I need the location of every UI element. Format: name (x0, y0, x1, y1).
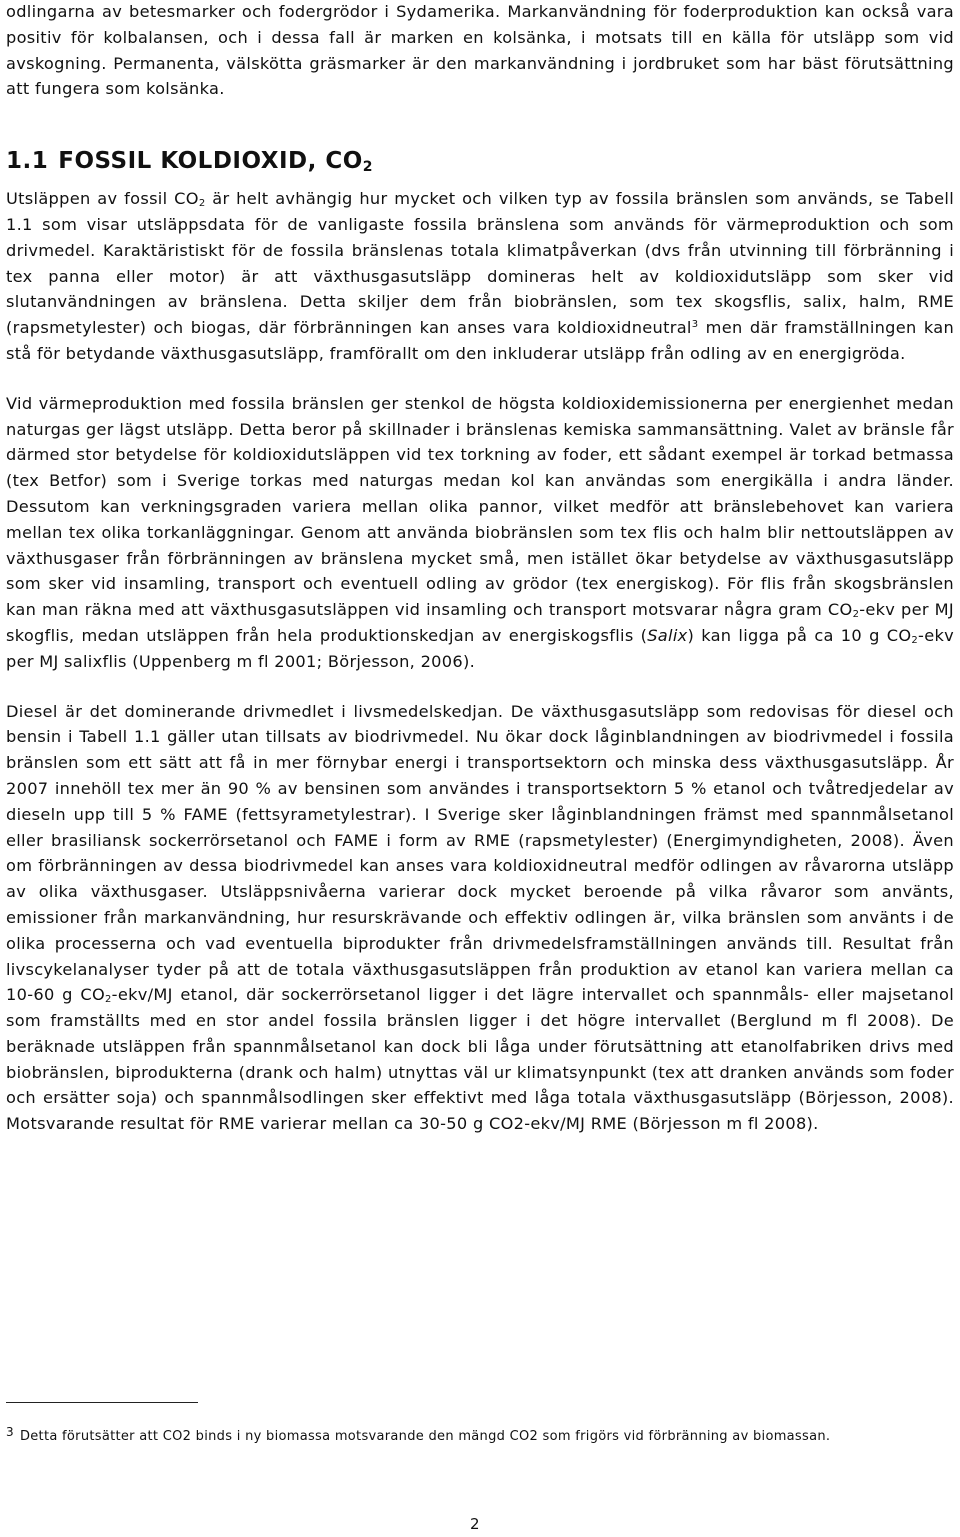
text-run: är helt avhängig hur mycket och vilken typ av fossila bränslen som används, se Tabell 1.1 som visar utsläppsdata för de vanligaste fossila bränslena som används för värmeproduktion och som drivmedel. Karaktäristiskt för de fossila bränslenas totala klimatpåverkan (dvs från utvinning till förbränning i tex panna eller motor) är att växthusgasutsläpp domineras helt av koldioxidutsläpp som sker vid slutanvändningen av bränslena. Detta skiljer dem från biobränslen, som tex skogsflis, salix, halm, RME (rapsmetylester) och biogas, där förbränningen kan anses vara koldioxidneutral (6, 189, 954, 338)
text-run: ) kan ligga på ca 10 g CO (687, 625, 912, 645)
subscript: 2 (105, 994, 112, 1006)
subscript: 2 (852, 609, 860, 621)
section-number: 1.1 (6, 148, 49, 175)
document-page (6, 0, 954, 1137)
subscript: 2 (911, 634, 919, 646)
paragraph-heat-production (6, 391, 954, 675)
section-title-subscript: 2 (362, 159, 374, 176)
text-run: -ekv per MJ salixflis (Uppenberg m fl 2001; Börjesson, 2006). (6, 625, 955, 671)
section-heading (6, 146, 954, 182)
text-run: -ekv/MJ etanol, där sockerrörsetanol ligger i det lägre intervallet och spannmåls- eller majsetanol som framställts med en stor andel fossila bränslen ligger i det högre intervallet (Berglund m fl 2008). De beräknade utsläppen från spannmålsetanol kan dock bli låga under förutsättning att etanolfabriken drivs med biobränslen, biprodukterna (drank och halm) utnyttas väl ur klimatsynpunkt (tex att dranken används som foder och ersätter soja) och spannmålsodlingen sker effektivt med låga totala växthusgasutsläpp (Börjesson, 2008). Motsvarande resultat för RME varierar mellan ca 30-50 g CO2-ekv/MJ RME (Börjesson m fl 2008). (6, 985, 954, 1134)
text-run: Vid värmeproduktion med fossila bränslen ger stenkol de högsta koldioxidemissionerna per energienhet medan naturgas ger lägst utsläpp. Detta beror på skillnader i bränslenas kemiska sammansättning. Valet av bränsle får därmed stor betydelse för koldioxidutsläppen vid tex torkning av foder, ett sådant exempel är torkad betmassa (tex Betfor) som i Sverige torkas med naturgas medan kol kan användas som energikälla i andra länder. Dessutom kan verkningsgraden variera mellan olika pannor, vilket medför att bränslebehovet kan variera mellan tex olika torkanläggningar. Genom att använda biobränslen som tex flis och halm blir nettoutsläppen av växthusgaser från förbränningen av bränslena mycket små, men istället ökar betydelse av växthusgasutsläpp som sker vid insamling, transport och eventuell odling av grödor (tex energiskog). För flis från skogsbränslen kan man räkna med att växthusgasutsläppen vid insamling och transport motsvarar några gram CO (6, 393, 954, 620)
footnote-divider (6, 1402, 198, 1403)
paragraph-fossil-co2 (6, 186, 954, 367)
text-run: -ekv per MJ skogflis, medan utsläppen från hela produktionskedjan av energiskogsflis ( (6, 600, 954, 645)
text-run: Diesel är det dominerande drivmedlet i livsmedelskedjan. De växthusgasutsläpp som redovisas för diesel och bensin i Tabell 1.1 gäller utan tillsats av biodrivmedel. Nu ökar dock låginblandningen av biodrivmedel i fossila bränslen som ett sätt att få in mer förnybar energi i transportsektorn och minska dess växthusgasutsläpp. År 2007 innehöll tex mer än 90 % av bensinen som användes i transportsektorn 5 % etanol och tvåtredjedelar av dieseln upp till 5 % FAME (fettsyrametylestrar). I Sverige sker låginblandningen främst med spannmålsetanol eller brasiliansk sockerrörsetanol och FAME i form av RME (rapsmetylester) (Energimyndigheten, 2008). Även om förbränningen av dessa biodrivmedel kan anses vara koldioxidneutral medför odlingen av råvarorna utsläpp av olika växthusgaser. Utsläppsnivåerna varierar dock mycket beroende på vilka råvaror som använts, emissioner från markanvändning, hur resurskrävande och effektiv odlingen är, vilka bränslen som använts i de olika processerna och vad eventuella biprodukter från drivmedelsframställningen används till. Resultat från livscykelanalyser tyder på att de totala växthusgasutsläppen från produktion av etanol kan variera mellan ca 10-60 g CO (6, 701, 954, 1005)
intro-paragraph: odlingarna av betesmarker och fodergrödor i Sydamerika. Markanvändning för foderproduktion kan också vara positiv för kolbalansen, och i dessa fall är marken en kolsänka, i motsats till en källa för utsläpp som vid avskogning. Permanenta, välskötta gräsmarker är den markanvändning i jordbruket som har bäst förutsättning att fungera som kolsänka. (6, 2, 954, 99)
subscript: 2 (198, 198, 206, 210)
text-run: Utsläppen av fossil CO (6, 189, 199, 209)
footnote-text: Detta förutsätter att CO2 binds i ny biomassa motsvarande den mängd CO2 som frigörs vid förbränning av biomassan. (19, 1429, 831, 1444)
footnote-mark: 3 (6, 1425, 14, 1439)
footnote (6, 1420, 954, 1449)
footnote-reference: 3 (691, 319, 699, 331)
paragraph-diesel (6, 699, 954, 1138)
text-run: men där framställningen kan stå för betydande växthusgasutsläpp, framförallt om den inkluderar utsläpp från odling av en energigröda. (6, 318, 955, 363)
page-number: 2 (470, 1515, 480, 1533)
italic-term: Salix (647, 625, 688, 645)
section-title: FOSSIL KOLDIOXID, CO (58, 148, 363, 175)
